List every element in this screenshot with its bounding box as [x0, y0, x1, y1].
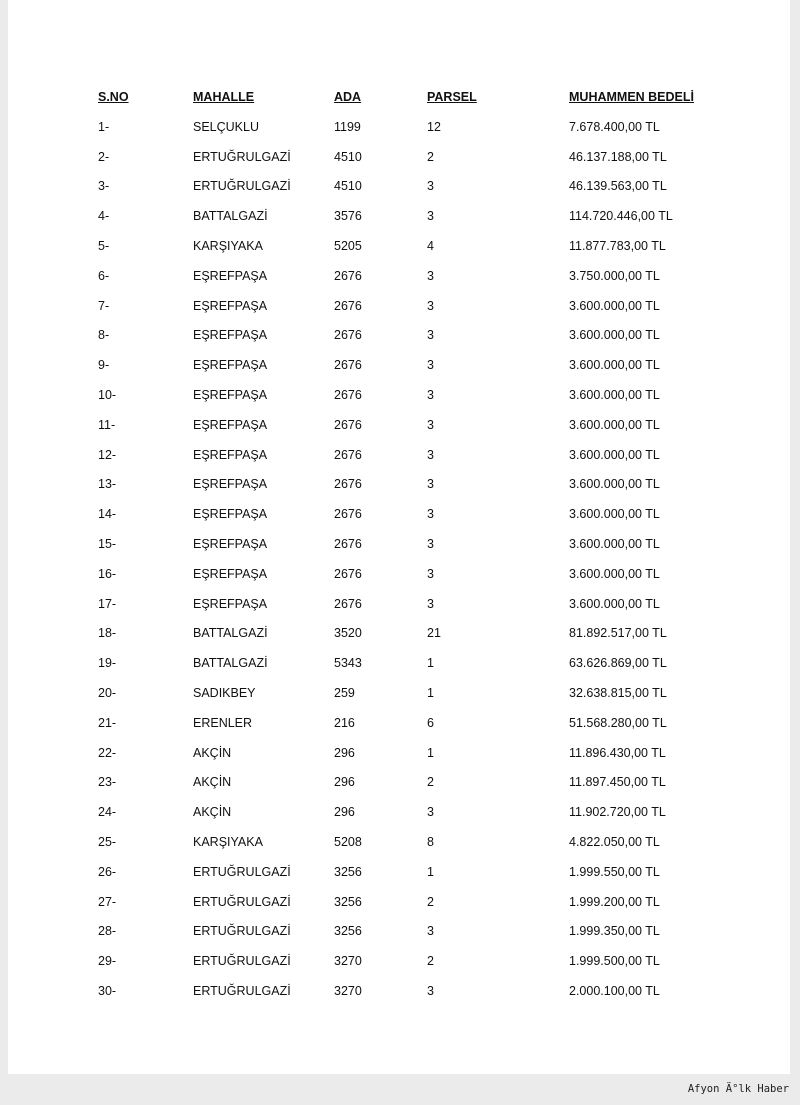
cell-ada: 1199	[334, 119, 361, 134]
cell-bedel: 11.877.783,00 TL	[569, 239, 666, 254]
cell-bedel: 11.896.430,00 TL	[569, 745, 666, 760]
cell-sno: 20-	[98, 686, 117, 701]
cell-ada: 3270	[334, 954, 362, 969]
table-row	[98, 380, 729, 410]
cell-parsel: 8	[427, 835, 434, 850]
cell-mahalle: EŞREFPAŞA	[193, 358, 268, 373]
cell-mahalle: EŞREFPAŞA	[193, 268, 268, 283]
cell-mahalle: SELÇUKLU	[193, 119, 259, 134]
cell-mahalle: EŞREFPAŞA	[193, 477, 268, 492]
cell-bedel: 3.600.000,00 TL	[569, 417, 660, 432]
cell-ada: 3256	[334, 864, 362, 879]
cell-parsel: 3	[427, 358, 434, 373]
cell-sno: 27-	[98, 894, 117, 909]
cell-sno: 23-	[98, 775, 117, 790]
cell-sno: 19-	[98, 656, 117, 671]
cell-parsel: 3	[427, 924, 434, 939]
table-row	[98, 887, 729, 917]
cell-parsel: 1	[427, 864, 434, 879]
table-row	[98, 946, 729, 976]
cell-ada: 296	[334, 805, 355, 820]
cell-ada: 3270	[334, 984, 362, 998]
cell-mahalle: BATTALGAZİ	[193, 209, 268, 224]
cell-sno: 28-	[98, 924, 117, 939]
cell-bedel: 3.600.000,00 TL	[569, 388, 660, 403]
cell-sno: 5-	[98, 239, 110, 254]
cell-bedel: 46.137.188,00 TL	[569, 149, 667, 164]
cell-parsel: 21	[427, 626, 441, 641]
cell-mahalle: AKÇİN	[193, 775, 232, 790]
document-page	[8, 0, 790, 1074]
table-row	[98, 797, 729, 827]
cell-mahalle: EŞREFPAŞA	[193, 537, 268, 552]
cell-bedel: 3.600.000,00 TL	[569, 477, 660, 492]
cell-parsel: 12	[427, 119, 441, 134]
cell-bedel: 1.999.200,00 TL	[569, 894, 660, 909]
cell-sno: 17-	[98, 596, 117, 611]
cell-mahalle: BATTALGAZİ	[193, 626, 268, 641]
table-row	[98, 648, 729, 678]
cell-parsel: 3	[427, 984, 434, 998]
cell-sno: 3-	[98, 179, 110, 194]
cell-bedel: 63.626.869,00 TL	[569, 656, 667, 671]
cell-sno: 4-	[98, 209, 110, 224]
cell-mahalle: AKÇİN	[193, 745, 232, 760]
cell-ada: 5343	[334, 656, 362, 671]
cell-ada: 259	[334, 686, 355, 701]
table-row	[98, 350, 729, 380]
table-row	[98, 470, 729, 500]
cell-bedel: 3.600.000,00 TL	[569, 537, 660, 552]
cell-mahalle: SADIKBEY	[193, 686, 256, 701]
cell-sno: 15-	[98, 537, 117, 552]
table-header-row	[98, 82, 729, 112]
cell-parsel: 1	[427, 686, 434, 701]
cell-bedel: 3.600.000,00 TL	[569, 447, 660, 462]
cell-bedel: 11.897.450,00 TL	[569, 775, 666, 790]
cell-mahalle: EŞREFPAŞA	[193, 298, 268, 313]
cell-parsel: 3	[427, 179, 434, 194]
cell-mahalle: EŞREFPAŞA	[193, 507, 268, 522]
cell-sno: 18-	[98, 626, 117, 641]
cell-parsel: 2	[427, 775, 434, 790]
table-row	[98, 678, 729, 708]
cell-ada: 3256	[334, 924, 362, 939]
cell-sno: 12-	[98, 447, 117, 462]
cell-ada: 216	[334, 715, 355, 730]
cell-sno: 8-	[98, 328, 110, 343]
table-row	[98, 261, 729, 291]
cell-bedel: 3.600.000,00 TL	[569, 507, 660, 522]
cell-mahalle: EŞREFPAŞA	[193, 447, 268, 462]
cell-ada: 5205	[334, 239, 362, 254]
cell-parsel: 3	[427, 268, 434, 283]
cell-sno: 22-	[98, 745, 117, 760]
table-row	[98, 768, 729, 798]
cell-sno: 11-	[98, 417, 116, 432]
cell-parsel: 3	[427, 805, 434, 820]
table-row	[98, 559, 729, 589]
cell-parsel: 3	[427, 328, 434, 343]
cell-sno: 26-	[98, 864, 117, 879]
watermark-text: Afyon Ä°lk Haber	[687, 1083, 789, 1095]
cell-bedel: 46.139.563,00 TL	[569, 179, 667, 194]
cell-ada: 2676	[334, 388, 362, 403]
cell-bedel: 1.999.500,00 TL	[569, 954, 660, 969]
cell-mahalle: EŞREFPAŞA	[193, 417, 268, 432]
cell-mahalle: ERTUĞRULGAZİ	[193, 179, 291, 194]
cell-parsel: 4	[427, 239, 434, 254]
cell-parsel: 3	[427, 298, 434, 313]
cell-mahalle: AKÇİN	[193, 805, 232, 820]
cell-parsel: 3	[427, 537, 434, 552]
cell-ada: 2676	[334, 447, 362, 462]
cell-parsel: 2	[427, 894, 434, 909]
cell-sno: 25-	[98, 835, 117, 850]
cell-sno: 16-	[98, 566, 117, 581]
cell-bedel: 3.600.000,00 TL	[569, 566, 660, 581]
table-row	[98, 529, 729, 559]
cell-parsel: 3	[427, 388, 434, 403]
cell-parsel: 3	[427, 417, 434, 432]
cell-bedel: 1.999.350,00 TL	[569, 924, 660, 939]
cell-sno: 1-	[98, 119, 110, 134]
table-row	[98, 112, 729, 142]
table-row	[98, 708, 729, 738]
cell-ada: 2676	[334, 328, 362, 343]
cell-ada: 2676	[334, 358, 362, 373]
cell-sno: 21-	[98, 715, 117, 730]
table-row	[98, 201, 729, 231]
parcel-table	[98, 82, 729, 1006]
cell-ada: 3256	[334, 894, 362, 909]
cell-ada: 2676	[334, 566, 362, 581]
table-row	[98, 857, 729, 887]
cell-parsel: 2	[427, 149, 434, 164]
cell-parsel: 3	[427, 477, 434, 492]
cell-sno: 30-	[98, 984, 117, 998]
cell-mahalle: KARŞIYAKA	[193, 239, 263, 254]
table-row	[98, 172, 729, 202]
cell-mahalle: ERTUĞRULGAZİ	[193, 984, 291, 998]
table-row	[98, 619, 729, 649]
cell-bedel: 3.600.000,00 TL	[569, 358, 660, 373]
cell-bedel: 3.600.000,00 TL	[569, 298, 660, 313]
cell-sno: 7-	[98, 298, 110, 313]
cell-parsel: 2	[427, 954, 434, 969]
header-sno: S.NO	[98, 90, 129, 104]
cell-bedel: 81.892.517,00 TL	[569, 626, 667, 641]
table-row	[98, 827, 729, 857]
cell-ada: 2676	[334, 537, 362, 552]
cell-ada: 296	[334, 745, 355, 760]
cell-bedel: 32.638.815,00 TL	[569, 686, 667, 701]
cell-ada: 2676	[334, 268, 362, 283]
cell-sno: 9-	[98, 358, 110, 373]
cell-ada: 4510	[334, 149, 362, 164]
cell-parsel: 3	[427, 566, 434, 581]
cell-mahalle: ERTUĞRULGAZİ	[193, 864, 291, 879]
cell-parsel: 3	[427, 209, 434, 224]
cell-sno: 6-	[98, 268, 110, 283]
cell-sno: 14-	[98, 507, 117, 522]
cell-bedel: 3.600.000,00 TL	[569, 328, 660, 343]
cell-ada: 5208	[334, 835, 362, 850]
cell-parsel: 3	[427, 507, 434, 522]
table-row	[98, 589, 729, 619]
cell-bedel: 51.568.280,00 TL	[569, 715, 667, 730]
table-row	[98, 231, 729, 261]
cell-ada: 2676	[334, 507, 362, 522]
cell-ada: 2676	[334, 596, 362, 611]
cell-ada: 4510	[334, 179, 362, 194]
table-row	[98, 142, 729, 172]
table-row	[98, 738, 729, 768]
cell-mahalle: BATTALGAZİ	[193, 656, 268, 671]
table-row	[98, 976, 729, 1006]
table-row	[98, 321, 729, 351]
cell-sno: 24-	[98, 805, 117, 820]
header-ada: ADA	[334, 90, 362, 104]
cell-bedel: 11.902.720,00 TL	[569, 805, 666, 820]
cell-ada: 296	[334, 775, 355, 790]
cell-mahalle: EŞREFPAŞA	[193, 566, 268, 581]
cell-parsel: 1	[427, 656, 434, 671]
cell-bedel: 7.678.400,00 TL	[569, 119, 660, 134]
cell-ada: 2676	[334, 298, 362, 313]
cell-sno: 10-	[98, 388, 117, 403]
cell-bedel: 3.750.000,00 TL	[569, 268, 660, 283]
cell-mahalle: EŞREFPAŞA	[193, 388, 268, 403]
cell-mahalle: KARŞIYAKA	[193, 835, 263, 850]
cell-parsel: 6	[427, 715, 434, 730]
cell-bedel: 4.822.050,00 TL	[569, 835, 660, 850]
cell-parsel: 3	[427, 447, 434, 462]
cell-mahalle: EŞREFPAŞA	[193, 328, 268, 343]
table-row	[98, 917, 729, 947]
table-row	[98, 499, 729, 529]
cell-bedel: 3.600.000,00 TL	[569, 596, 660, 611]
cell-mahalle: EŞREFPAŞA	[193, 596, 268, 611]
cell-sno: 29-	[98, 954, 117, 969]
table-row	[98, 410, 729, 440]
table-row	[98, 291, 729, 321]
cell-sno: 13-	[98, 477, 117, 492]
cell-ada: 2676	[334, 417, 362, 432]
cell-ada: 3576	[334, 209, 362, 224]
cell-mahalle: ERTUĞRULGAZİ	[193, 149, 291, 164]
cell-parsel: 3	[427, 596, 434, 611]
cell-sno: 2-	[98, 149, 110, 164]
cell-mahalle: ERENLER	[193, 715, 253, 730]
header-bedel: MUHAMMEN BEDELİ	[569, 90, 694, 104]
cell-parsel: 1	[427, 745, 434, 760]
cell-mahalle: ERTUĞRULGAZİ	[193, 924, 291, 939]
cell-ada: 3520	[334, 626, 362, 641]
cell-bedel: 1.999.550,00 TL	[569, 864, 660, 879]
table-row	[98, 440, 729, 470]
cell-mahalle: ERTUĞRULGAZİ	[193, 954, 291, 969]
cell-mahalle: ERTUĞRULGAZİ	[193, 894, 291, 909]
cell-bedel: 2.000.100,00 TL	[569, 984, 660, 998]
cell-ada: 2676	[334, 477, 362, 492]
header-parsel: PARSEL	[427, 90, 477, 104]
header-mahalle: MAHALLE	[193, 90, 255, 104]
cell-bedel: 114.720.446,00 TL	[569, 209, 673, 224]
